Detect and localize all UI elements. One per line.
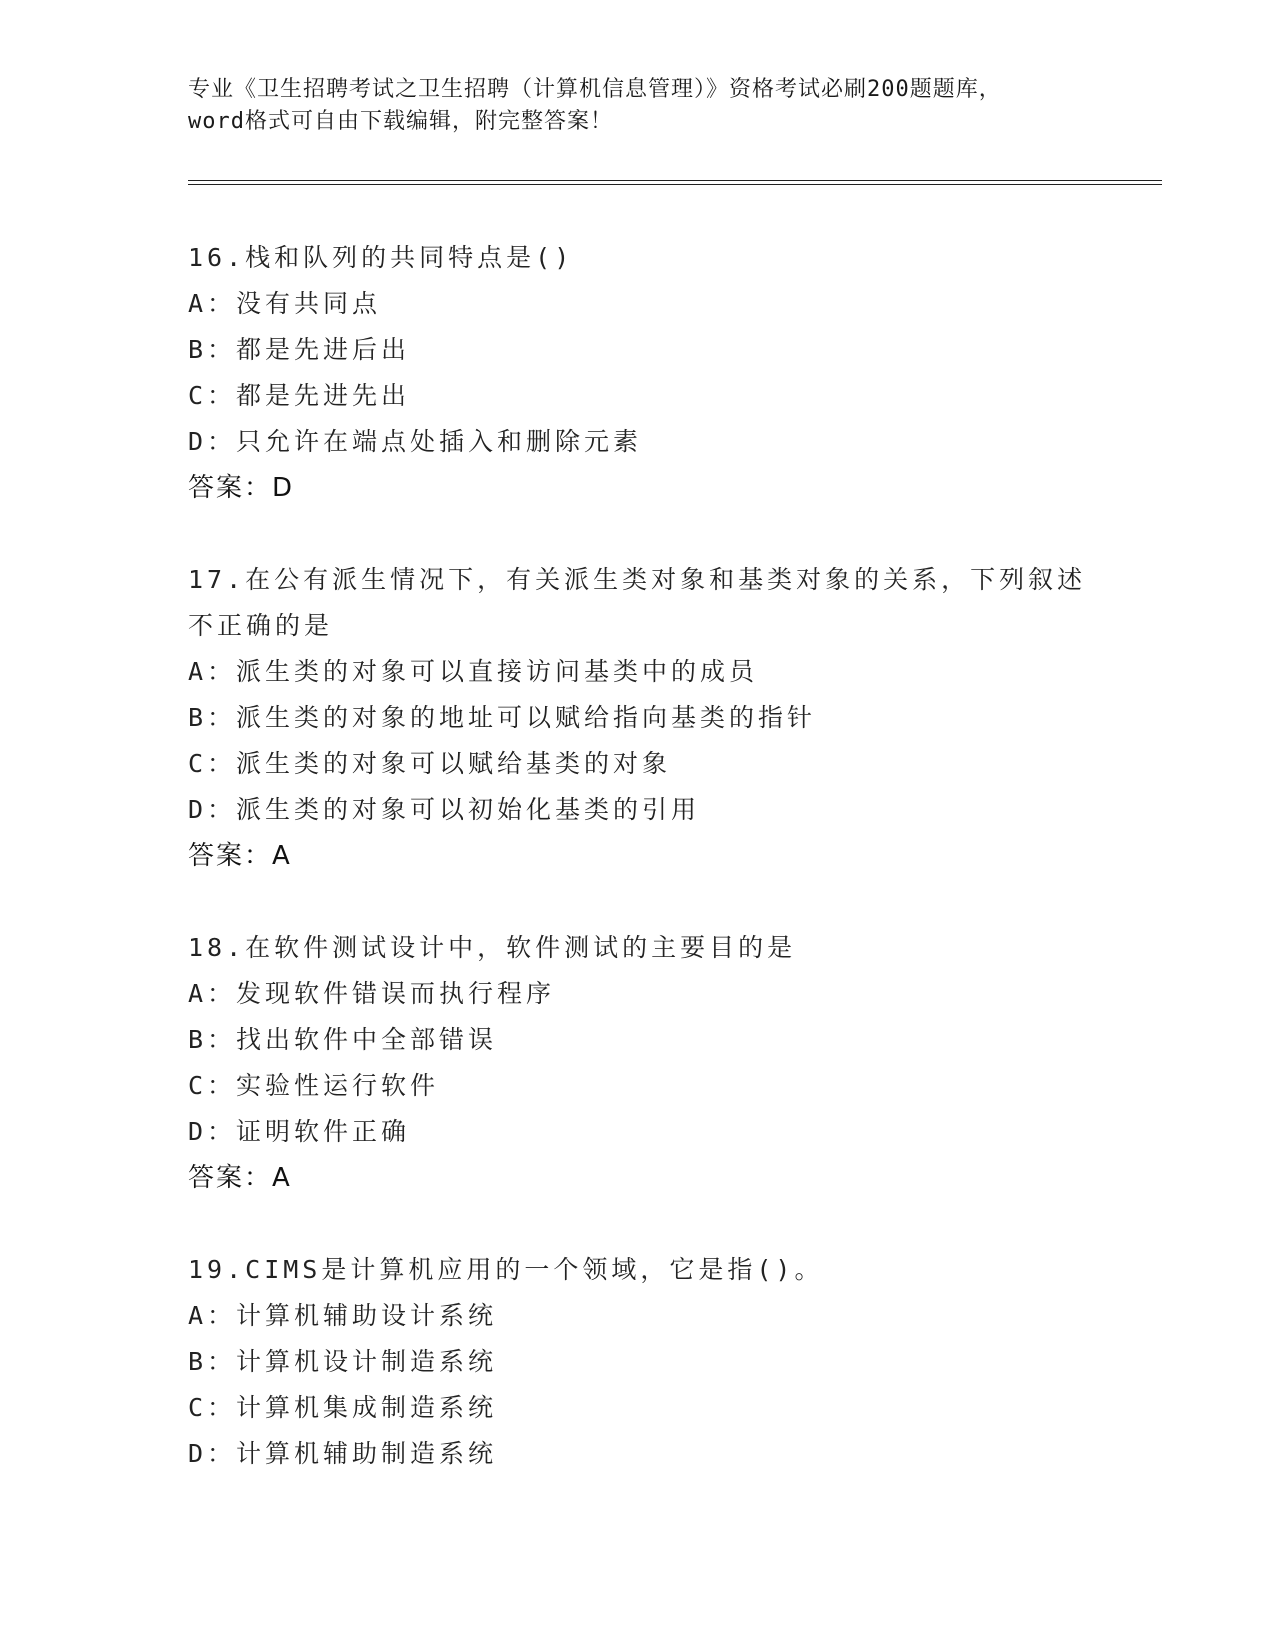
question-stem: 19.CIMS是计算机应用的一个领域，它是指()。 — [188, 1255, 824, 1284]
option-b: B：找出软件中全部错误 — [188, 1025, 498, 1054]
option-c: C：实验性运行软件 — [188, 1071, 440, 1100]
header-line-1: 专业《卫生招聘考试之卫生招聘（计算机信息管理）》资格考试必刷200题题库， — [188, 77, 1002, 102]
answer-label: 答案：D — [188, 473, 295, 503]
document-header — [188, 74, 1088, 138]
option-b: B：计算机设计制造系统 — [188, 1347, 498, 1376]
question-stem-line-1: 17.在公有派生情况下，有关派生类对象和基类对象的关系，下列叙述 — [188, 565, 1087, 594]
question-18 — [188, 925, 1088, 1201]
option-b: B：派生类的对象的地址可以赋给指向基类的指针 — [188, 703, 817, 732]
question-stem: 18.在软件测试设计中，软件测试的主要目的是 — [188, 933, 797, 962]
option-d: D：证明软件正确 — [188, 1117, 411, 1146]
option-c: C：计算机集成制造系统 — [188, 1393, 498, 1422]
option-a: A：没有共同点 — [188, 289, 382, 318]
header-line-2: word格式可自由下载编辑，附完整答案！ — [188, 109, 613, 134]
question-stem-line-2: 不正确的是 — [188, 611, 334, 640]
answer-label: 答案：A — [188, 1163, 292, 1193]
option-c: C：都是先进先出 — [188, 381, 411, 410]
header-divider-top — [188, 180, 1162, 181]
header-divider-bottom — [188, 184, 1162, 185]
option-b: B：都是先进后出 — [188, 335, 411, 364]
question-17 — [188, 557, 1088, 879]
option-d: D：派生类的对象可以初始化基类的引用 — [188, 795, 701, 824]
answer-label: 答案：A — [188, 841, 292, 871]
question-19 — [188, 1247, 1088, 1477]
question-stem: 16.栈和队列的共同特点是() — [188, 243, 574, 272]
option-a: A：计算机辅助设计系统 — [188, 1301, 498, 1330]
option-d: D：只允许在端点处插入和删除元素 — [188, 427, 643, 456]
option-a: A：发现软件错误而执行程序 — [188, 979, 556, 1008]
option-a: A：派生类的对象可以直接访问基类中的成员 — [188, 657, 759, 686]
question-16 — [188, 235, 1088, 511]
option-c: C：派生类的对象可以赋给基类的对象 — [188, 749, 672, 778]
option-d: D：计算机辅助制造系统 — [188, 1439, 498, 1468]
